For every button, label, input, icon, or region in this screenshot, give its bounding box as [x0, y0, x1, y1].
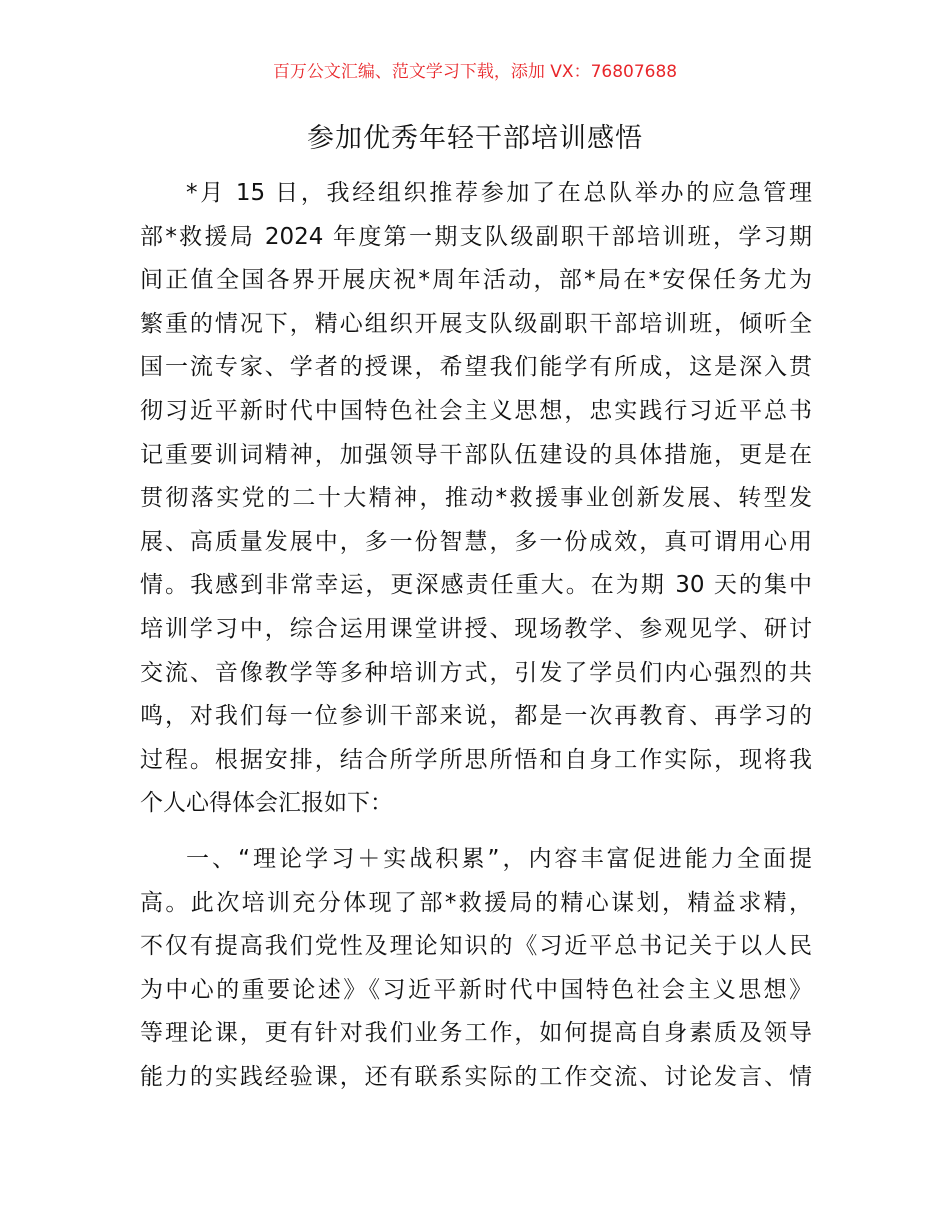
text-line: 繁重的情况下，精心组织开展支队级副职干部培训班，倾听全	[140, 310, 812, 337]
text-line: 间正值全国各界开展庆祝*周年活动，部*局在*安保任务尤为	[140, 267, 812, 294]
text-line: 记重要训词精神，加强领导干部队伍建设的具体措施，更是在	[140, 441, 812, 468]
text-line: 等理论课，更有针对我们业务工作，如何提高自身素质及领导	[140, 1020, 812, 1047]
text-line: 情。我感到非常幸运，更深感责任重大。在为期 30 天的集中	[140, 572, 812, 599]
paragraph	[140, 838, 812, 1100]
text-line: 部*救援局 2024 年度第一期支队级副职干部培训班，学习期	[140, 223, 812, 250]
text-line: 贯彻落实党的二十大精神，推动*救援事业创新发展、转型发	[140, 485, 812, 512]
document-title: 参加优秀年轻干部培训感悟	[307, 123, 643, 154]
text-line: 不仅有提高我们党性及理论知识的《习近平总书记关于以人民	[140, 933, 812, 960]
section-heading-line: 一、“理论学习＋实战积累”，内容丰富促进能力全面提	[186, 845, 812, 872]
text-line: 过程。根据安排，结合所学所思所悟和自身工作实际，现将我	[140, 746, 812, 773]
text-line: 鸣，对我们每一位参训干部来说，都是一次再教育、再学习的	[140, 703, 812, 730]
text-line: 能力的实践经验课，还有联系实际的工作交流、讨论发言、情	[140, 1063, 812, 1090]
text-line: 展、高质量发展中，多一份智慧，多一份成效，真可谓用心用	[140, 528, 812, 555]
text-line: 为中心的重要论述》《习近平新时代中国特色社会主义思想》	[140, 976, 812, 1003]
download-banner: 百万公文汇编、范文学习下载，添加 VX：76807688	[272, 62, 678, 82]
text-line: 培训学习中，综合运用课堂讲授、现场教学、参观见学、研讨	[140, 615, 812, 642]
text-line: 高。此次培训充分体现了部*救援局的精心谋划，精益求精，	[140, 889, 812, 916]
text-line: 个人心得体会汇报如下：	[140, 790, 393, 817]
text-line: *月 15 日，我经组织推荐参加了在总队举办的应急管理	[186, 180, 812, 206]
paragraph-gap	[140, 826, 812, 838]
document-body	[140, 172, 812, 1099]
text-line: 国一流专家、学者的授课，希望我们能学有所成，这是深入贯	[140, 354, 812, 381]
paragraph	[140, 172, 812, 826]
text-line: 彻习近平新时代中国特色社会主义思想，忠实践行习近平总书	[140, 397, 812, 424]
text-line: 交流、音像教学等多种培训方式，引发了学员们内心强烈的共	[140, 659, 812, 686]
